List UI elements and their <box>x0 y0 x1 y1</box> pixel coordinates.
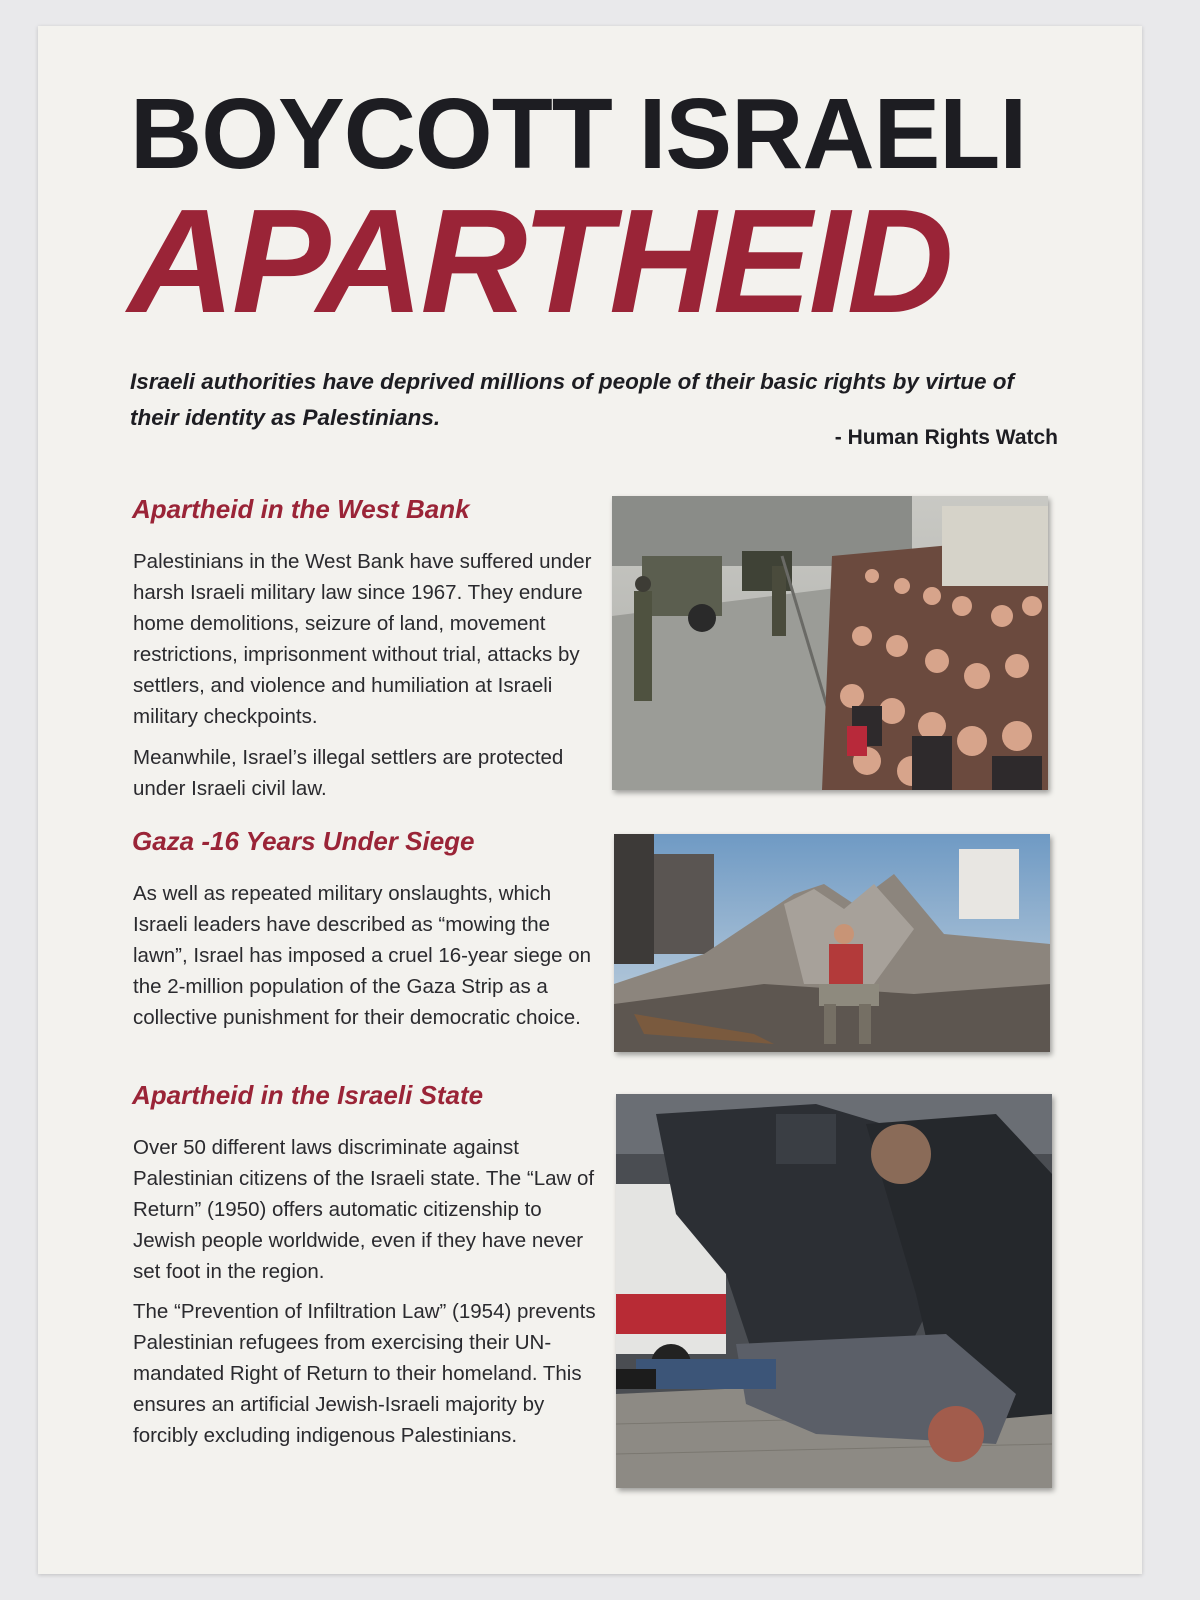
section-paragraph: Over 50 different laws discriminate against Palestinian citizens of the Israeli state. The “Law of Return” (1950) offers automatic citizenship to Jewish people worldwide, even if they have never set foot in the region. <box>133 1136 595 1283</box>
quote-attribution: - Human Rights Watch <box>834 426 1058 449</box>
gaza-rubble-photo <box>614 834 1050 1052</box>
headline-line-1: BOYCOTT ISRAELI <box>130 78 1027 190</box>
arrest-photo <box>616 1094 1052 1488</box>
headline-line-2: APARTHEID <box>128 179 951 344</box>
section-title-gaza: Gaza -16 Years Under Siege <box>132 826 475 856</box>
section-title-israeli-state: Apartheid in the Israeli State <box>132 1080 484 1110</box>
section-paragraph: The “Prevention of Infiltration Law” (1954) prevents Palestinian refugees from exercising their UN-mandated Right of Return to their homeland. This ensures an artificial Jewish-Israeli majority by forcibly excluding indigenous Palestinians. <box>133 1300 596 1447</box>
checkpoint-photo <box>612 496 1048 790</box>
section-paragraph: Palestinians in the West Bank have suffered under harsh Israeli military law since 1967. They endure home demolitions, seizure of land, movement restrictions, imprisonment without trial, attacks by settlers, and violence and humiliation at Israeli military checkpoints. <box>133 550 592 728</box>
section-paragraph: Meanwhile, Israel’s illegal settlers are protected under Israeli civil law. <box>133 746 564 800</box>
quote-text: Israeli authorities have deprived millions of people of their basic rights by virtue of their identity as Palestinians. <box>130 369 1014 430</box>
flyer <box>38 26 1142 1574</box>
section-paragraph: As well as repeated military onslaughts, which Israeli leaders have described as “mowing the lawn”, Israel has imposed a cruel 16-year siege on the 2-million population of the Gaza Strip as a collective punishment for their democratic choice. <box>133 882 592 1029</box>
section-title-west-bank: Apartheid in the West Bank <box>132 494 470 524</box>
